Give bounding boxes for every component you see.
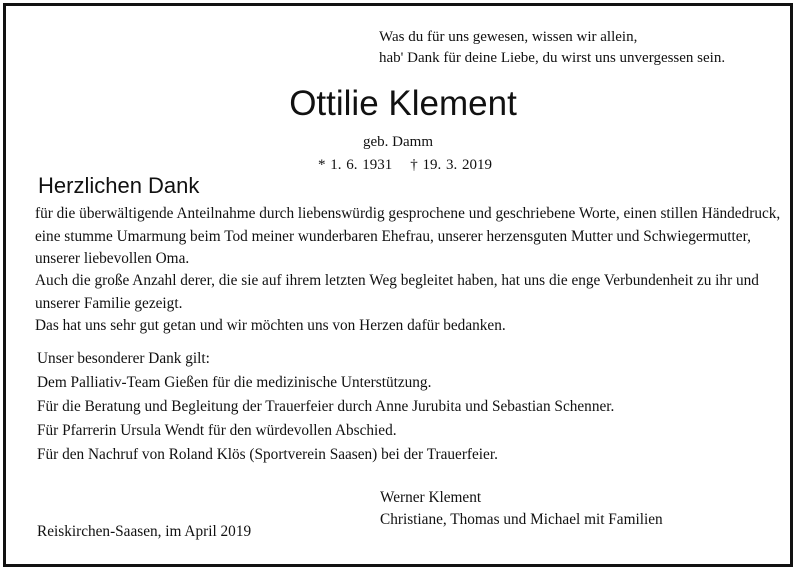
- list-item: Für Pfarrerin Ursula Wendt für den würdevollen Abschied.: [37, 422, 397, 439]
- body-paragraph: Das hat uns sehr gut getan und wir möchten uns von Herzen dafür bedanken.: [35, 317, 506, 334]
- list-item: Für den Nachruf von Roland Klös (Sportverein Saasen) bei der Trauerfeier.: [37, 446, 498, 463]
- thanks-heading: Herzlichen Dank: [38, 173, 200, 198]
- list-item: Für die Beratung und Begleitung der Trauerfeier durch Anne Jurubita und Sebastian Schenner.: [37, 398, 615, 415]
- motto-line: Was du für uns gewesen, wissen wir allein,: [379, 29, 638, 45]
- birth-name: geb. Damm: [363, 134, 433, 150]
- signer-line: Werner Klement: [380, 489, 482, 506]
- motto-line: hab' Dank für deine Liebe, du wirst uns unvergessen sein.: [379, 50, 726, 66]
- body-paragraph: für die überwältigende Anteilnahme durch liebenswürdig gesprochene und geschriebene Worte, einen stillen Händedruck, eine stumme Umarmung beim Tod meiner wunderbaren Ehefrau, unserer herzensguten Mutter und Schwiegermutter, unserer liebevollen Oma.: [35, 205, 781, 267]
- obituary-notice: [3, 3, 793, 567]
- signer-line: Christiane, Thomas und Michael mit Familien: [380, 511, 663, 528]
- motto-verse: [379, 27, 725, 69]
- signatories: [380, 487, 663, 531]
- birth-date: * 1. 6. 1931: [318, 157, 393, 173]
- thanks-list: [37, 347, 777, 467]
- death-date: † 19. 3. 2019: [410, 157, 492, 173]
- body-paragraph: Auch die große Anzahl derer, die sie auf ihrem letzten Weg begleitet haben, hat uns die enge Verbundenheit zu ihr und unserer Familie gezeigt.: [35, 272, 759, 312]
- deceased-name: Ottilie Klement: [289, 84, 517, 123]
- thanks-intro: Unser besonderer Dank gilt:: [37, 350, 210, 367]
- life-dates: [318, 155, 492, 175]
- list-item: Dem Palliativ-Team Gießen für die medizinische Unterstützung.: [37, 374, 432, 391]
- place-and-date: Reiskirchen-Saasen, im April 2019: [37, 523, 252, 540]
